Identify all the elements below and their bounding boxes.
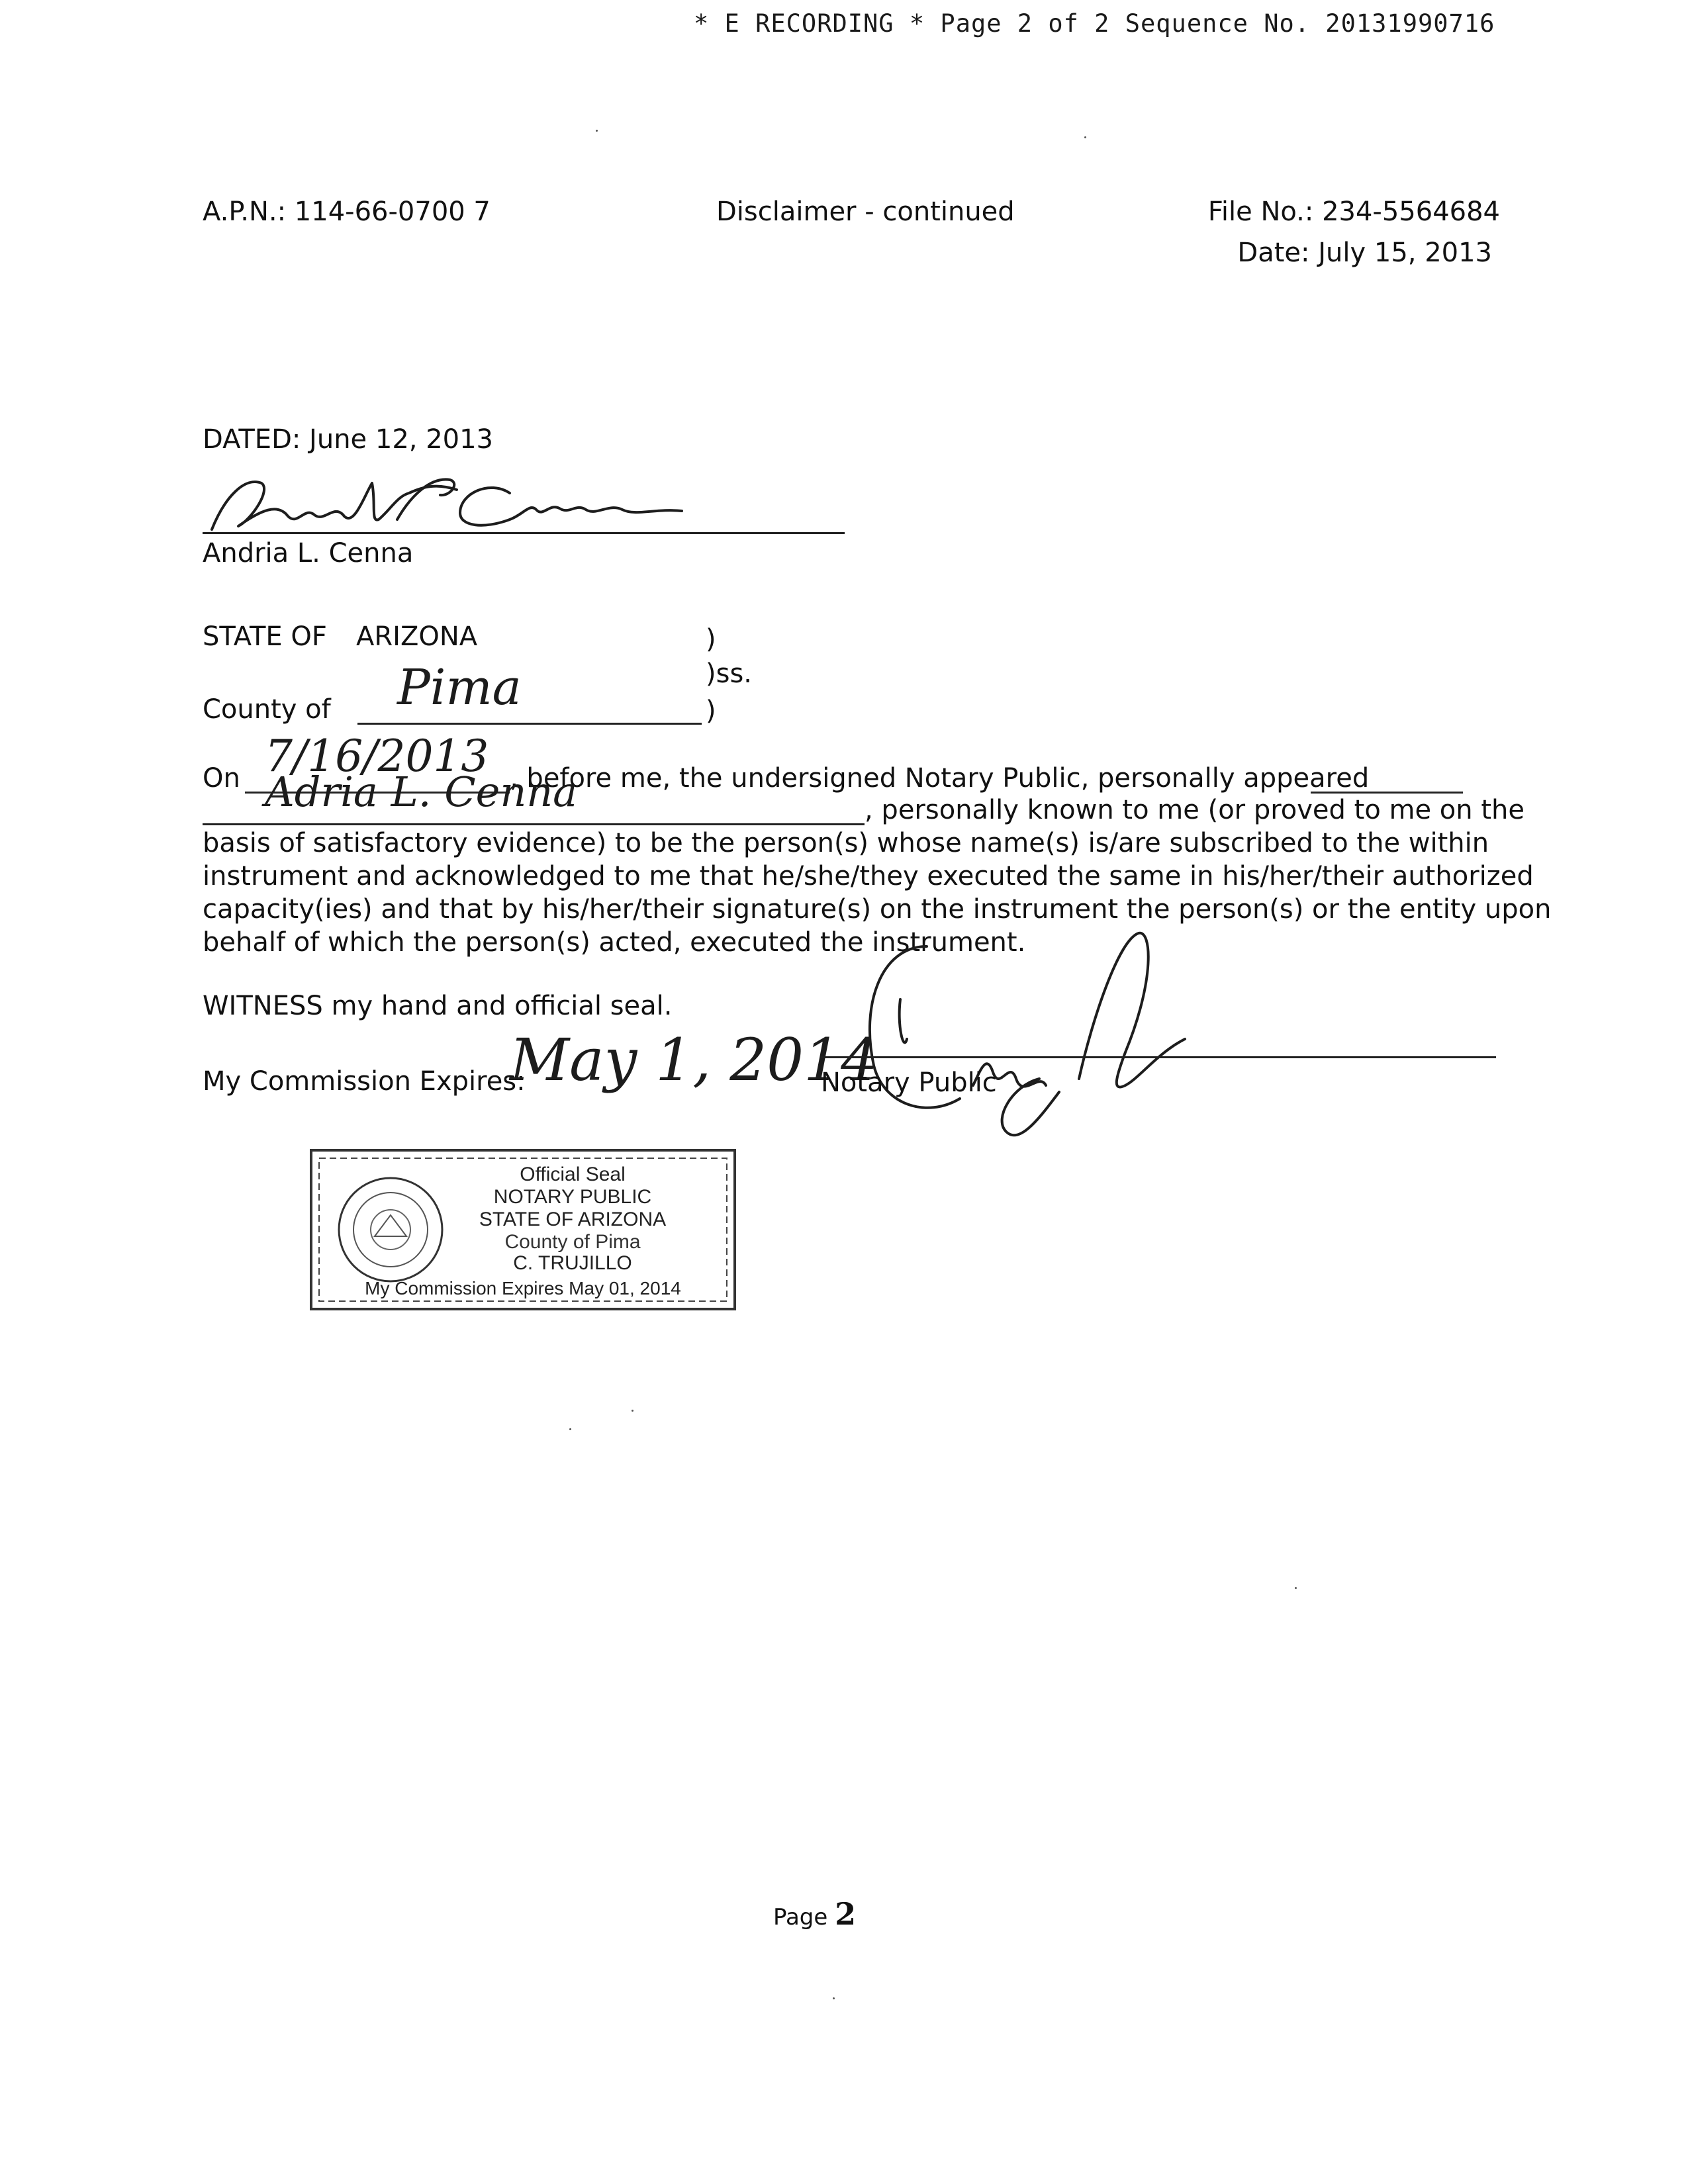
county-handwritten: Pima (397, 659, 522, 716)
state-label: STATE OF (203, 621, 327, 652)
page-label: Page (773, 1904, 828, 1931)
dated-line: DATED: June 12, 2013 (203, 424, 494, 455)
witness-statement: WITNESS my hand and official seal. (203, 991, 673, 1021)
appeared-handwritten: Adria L. Cenna (265, 768, 578, 816)
notary-signature-line (821, 1056, 1496, 1058)
signature-line (203, 532, 845, 534)
apn-number: A.P.N.: 114-66-0700 7 (203, 197, 491, 227)
notary-seal-stamp (305, 1144, 741, 1316)
ack-line-6: behalf of which the person(s) acted, executed the instrument. (203, 927, 1026, 958)
recording-header: * E RECORDING * Page 2 of 2 Sequence No. 20131990716 (694, 9, 1495, 38)
svg-text:STATE OF ARIZONA: STATE OF ARIZONA (479, 1208, 667, 1230)
venue-paren-1: ) (706, 624, 716, 655)
svg-text:My Commission Expires May 01,: My Commission Expires May 01, 2014 (365, 1278, 681, 1298)
document-title: Disclaimer - continued (716, 197, 1015, 227)
ack-line-5: capacity(ies) and that by his/her/their signature(s) on the instrument the person(s) or the entity upon (203, 894, 1552, 925)
venue-paren-3: ) (706, 696, 716, 726)
page-number: 2 (835, 1896, 857, 1932)
county-line (357, 723, 702, 725)
scan-speck (632, 1410, 633, 1412)
ack-line-2: , personally known to me (or proved to me on the (865, 795, 1524, 825)
svg-text:Official Seal: Official Seal (520, 1163, 626, 1185)
state-value: ARIZONA (356, 621, 478, 652)
document-date: Date: July 15, 2013 (1237, 238, 1492, 268)
notary-label: Notary Public (821, 1068, 997, 1098)
signer-name: Andria L. Cenna (203, 538, 414, 569)
venue-paren-ss: )ss. (706, 659, 752, 689)
state-seal-icon (339, 1178, 442, 1281)
ack-line-1: , before me, the undersigned Notary Public, personally appeared (510, 763, 1370, 794)
appeared-line (203, 823, 865, 825)
scan-speck (596, 130, 598, 132)
commission-label: My Commission Expires: (203, 1066, 526, 1097)
svg-text:C. TRUJILLO: C. TRUJILLO (513, 1252, 632, 1274)
notary-signature (841, 920, 1211, 1145)
scan-speck (569, 1428, 571, 1430)
svg-text:NOTARY PUBLIC: NOTARY PUBLIC (493, 1186, 652, 1208)
ack-line-3: basis of satisfactory evidence) to be the person(s) whose name(s) is/are subscribed to the within (203, 828, 1489, 858)
scan-speck (1084, 136, 1086, 138)
scan-speck (1295, 1587, 1297, 1589)
appeared-line-end (1311, 792, 1463, 794)
commission-handwritten: May 1, 2014 (510, 1026, 878, 1094)
date-handwritten: 7/16/2013 (265, 731, 489, 782)
svg-text:County of Pima: County of Pima (504, 1231, 641, 1253)
on-label: On (203, 763, 240, 794)
ack-line-4: instrument and acknowledged to me that he/she/they executed the same in his/her/their authorized (203, 861, 1534, 891)
page-footer (773, 1898, 856, 1933)
scan-speck (833, 1997, 835, 1999)
signer-signature (199, 457, 715, 543)
county-label: County of (203, 694, 331, 725)
file-number: File No.: 234-5564684 (1207, 197, 1500, 227)
